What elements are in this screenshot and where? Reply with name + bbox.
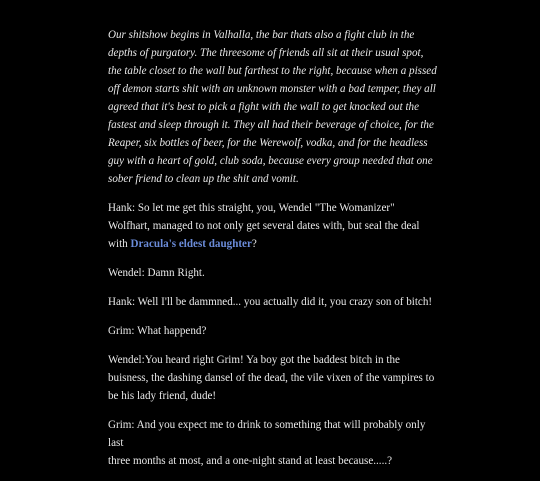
- dialogue-hank-2: Hank: Well I'll be dammned... you actually did it, you crazy son of bitch!: [108, 296, 433, 308]
- dialogue-grim-2-line-2: three months at most, and a one-night stand at least because.....?: [108, 455, 393, 467]
- dialogue-hank-1-text: Hank: So let me get this straight, you, Wendel "The Womanizer" Wolfhart, managed to not only get several dates with, but seal the deal with: [108, 202, 420, 250]
- dialogue-wendel-1: Wendel: Damn Right.: [108, 267, 205, 279]
- dialogue-wendel-2: Wendel:You heard right Grim! Ya boy got the baddest bitch in the buisness, the dashing dansel of the dead, the vile vixen of the vampires to be his lady friend, dude!: [108, 354, 435, 402]
- dialogue-grim-1: Grim: What happend?: [108, 325, 207, 337]
- dialogue-hank-1-end: ?: [251, 238, 257, 250]
- draculas-daughter-link[interactable]: Dracula's eldest daughter: [130, 238, 252, 250]
- story-intro-paragraph: Our shitshow begins in Valhalla, the bar thats also a fight club in the depths of purgatory. The threesome of friends all sit at their usual spot, the table closet to the wall but farthest to the right, because when a pissed off demon starts shit with an unknown monster with a bad temper, they all agreed that it's best to pick a fight with the wall to get knocked out the fastest and sleep through it. They all had their beverage of choice, for the Reaper, six bottles of beer, for the Werewolf, vodka, and for the headless guy with a heart of gold, club soda, because every group needed that one sober friend to clean up the shit and vomit.: [108, 29, 437, 185]
- dialogue-hank-1: [108, 199, 438, 253]
- dialogue-grim-2: [108, 416, 438, 470]
- dialogue-grim-2-line-1: Grim: And you expect me to drink to something that will probably only last: [108, 419, 426, 449]
- story-text-column: [108, 26, 438, 481]
